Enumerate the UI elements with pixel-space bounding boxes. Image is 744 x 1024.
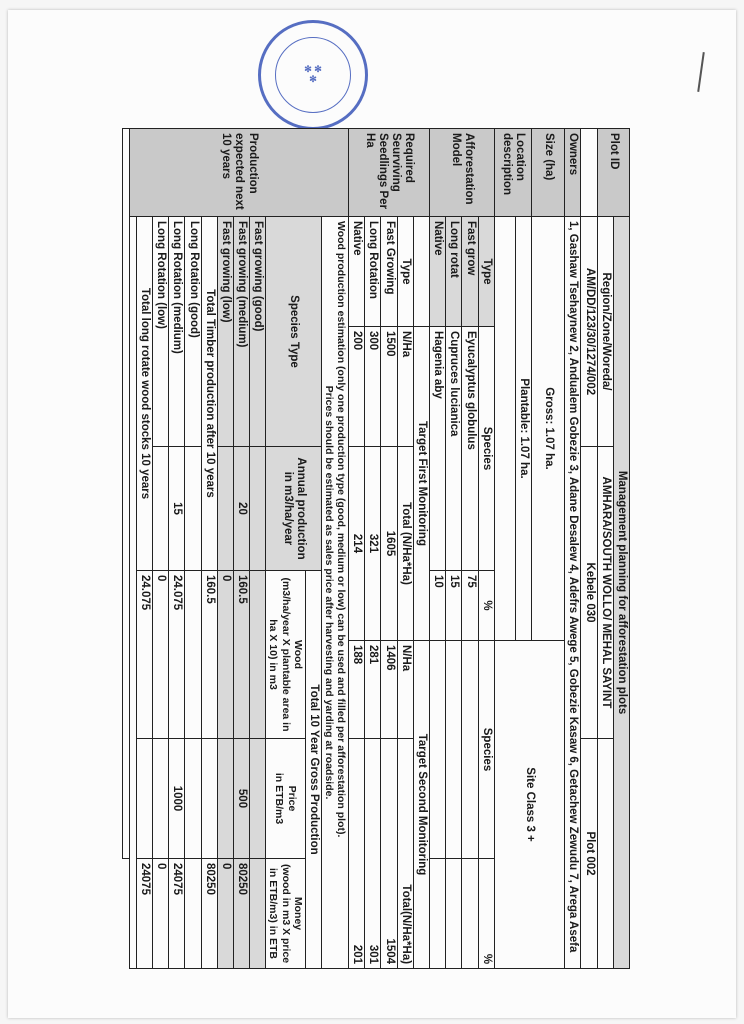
seed-total: 1605 (381, 447, 397, 641)
prod-type: Long Rotation (medium) (169, 217, 185, 447)
prod-money: 24075 (136, 859, 152, 969)
seed-total2-header: Total(N/Ha*Ha) (397, 739, 413, 969)
prod-money (185, 859, 201, 969)
prod-annual (152, 447, 168, 571)
prod-annual: 15 (169, 447, 185, 571)
seed-total-header: Total (N/Ha*Ha) (397, 447, 413, 641)
seedlings-label: Required Seurviving Seedlings Per Ha (348, 129, 429, 217)
region-label: Region/Zone/Woreda/ (597, 217, 613, 447)
aff-type-header: Type (478, 217, 494, 327)
species-type-header: Species Type (266, 217, 321, 447)
aff-pct2-header: % (478, 859, 494, 969)
aff-pct-header: % (478, 571, 494, 641)
annual-production-header: Annual production in m3/ha/year (266, 447, 321, 571)
prod-money (250, 859, 266, 969)
prod-wood: 160.5 (201, 571, 217, 739)
price-header: Price (285, 785, 298, 812)
prod-type: Long Rotation (low) (152, 217, 168, 447)
seed-total2: 1504 (381, 739, 397, 969)
money-header: Money (291, 896, 304, 931)
owners-value: 1, Gashaw Tsehaynew 2, Andualem Gobezie 3, Adane Desalew 4, Adefrs Awege 5, Gobezie Kasaw 6, Getachew Zewudu 7, Arega Asefa (565, 217, 581, 969)
seed-nha2: 281 (365, 641, 381, 739)
prod-wood: 24.075 (136, 571, 152, 739)
seed-nha2-header: N/Ha (397, 641, 413, 739)
owners-label: Owners (565, 129, 581, 217)
prod-wood: 24.075 (169, 571, 185, 739)
aff-pct: 15 (446, 571, 462, 641)
prod-annual (217, 447, 233, 571)
official-stamp: ✻ ✻ ✻ (258, 20, 368, 130)
prod-annual (185, 447, 201, 571)
region-value: AMHARA/SOUTH WOLLO/ MEHAL SAYINT (597, 447, 613, 739)
aff-type: Long rotat (446, 217, 462, 327)
prod-type: Fast growing (low) (217, 217, 233, 447)
prod-price (201, 739, 217, 859)
prod-money: 80250 (233, 859, 249, 969)
prod-annual (250, 447, 266, 571)
seed-nha: 300 (365, 327, 381, 447)
seed-total2: 201 (348, 739, 364, 969)
prod-type: Fast growing (good) (250, 217, 266, 447)
prod-annual: 20 (233, 447, 249, 571)
seed-type: Long Rotation (365, 217, 381, 327)
prod-wood: 160.5 (233, 571, 249, 739)
prod-wood (185, 571, 201, 739)
size-gross: Gross: 1.07 ha. (532, 217, 565, 641)
prod-wood: 0 (217, 571, 233, 739)
kebele: Kebele 030 (581, 447, 597, 739)
aff-pct: 10 (430, 571, 446, 641)
wood-header: Wood (291, 640, 304, 669)
plot-code: AM/DD/123/30/1274/002 (581, 217, 597, 447)
aff-species: Eyucalyptus globulus (462, 327, 478, 571)
price-subheader: in ETB/m3 (273, 772, 286, 825)
prod-money: 0 (217, 859, 233, 969)
plot-number: Plot 002 (581, 739, 597, 969)
gross-production-header: Total 10 Year Gross Production (305, 571, 321, 969)
aff-type: Fast grow (462, 217, 478, 327)
aff-species-header: Species (478, 327, 494, 571)
prod-price (217, 739, 233, 859)
prod-wood (250, 571, 266, 739)
first-monitoring: Target First Monitoring (413, 327, 429, 641)
wood-subheader: (m3/ha/year X plantable area in ha X 10) in m3 (267, 577, 292, 732)
aff-species: Cupruces lucianica (446, 327, 462, 571)
aff-species: Hagenia aby (430, 327, 446, 571)
aff-pct: 75 (462, 571, 478, 641)
production-note-1: Wood production estimation (only one production type (good, medium or low) can be used and filled per afforestation plot). (334, 221, 347, 838)
prod-price: 500 (233, 739, 249, 859)
seed-total2: 301 (365, 739, 381, 969)
money-subheader: (wood in m3 X price in ETB/m3) in ETB (267, 863, 292, 964)
prod-price (250, 739, 266, 859)
prod-total-label: Total long rotate wood stocks 10 years (136, 217, 152, 571)
aff-type: Native (430, 217, 446, 327)
prod-type: Fast growing (medium) (233, 217, 249, 447)
afforestation-label: Afforestation Model (430, 129, 495, 217)
seed-type-header: Type (397, 217, 413, 327)
second-monitoring: Target Second Monitoring (413, 641, 429, 969)
size-label: Size (ha) (532, 129, 565, 217)
prod-type: Long Rotation (good) (185, 217, 201, 447)
size-plantable: Plantable: 1.07 ha. (515, 217, 531, 641)
seed-total: 321 (365, 447, 381, 641)
plot-id-label: Plot ID (597, 129, 629, 217)
prod-price (152, 739, 168, 859)
prod-price: 1000 (169, 739, 185, 859)
prod-price (185, 739, 201, 859)
form-title: Management planning for afforestation plots (613, 217, 629, 969)
prod-money: 80250 (201, 859, 217, 969)
seed-nha-header: N/Ha (397, 327, 413, 447)
seed-type: Fast Growing (381, 217, 397, 327)
site-class: Site Class 3 + (494, 641, 564, 969)
seed-nha2: 1406 (381, 641, 397, 739)
production-label: Production expected next 10 years (129, 129, 348, 217)
production-note-2: Prices should be estimated as sales price after harvesting and yarding at roadside. (322, 385, 335, 800)
aff-species2-header: Species (478, 641, 494, 859)
plan-table (122, 128, 630, 969)
seed-nha2: 188 (348, 641, 364, 739)
prod-money: 0 (152, 859, 168, 969)
prod-total-label: Total Timber production after 10 years (201, 217, 217, 571)
form-rotated (90, 128, 630, 968)
prod-wood: 0 (152, 571, 168, 739)
seed-total: 214 (348, 447, 364, 641)
prod-money: 24075 (169, 859, 185, 969)
seed-nha: 1500 (381, 327, 397, 447)
location-label: Location description (494, 129, 531, 217)
seed-type: Native (348, 217, 364, 327)
seed-nha: 200 (348, 327, 364, 447)
prod-price (136, 739, 152, 859)
